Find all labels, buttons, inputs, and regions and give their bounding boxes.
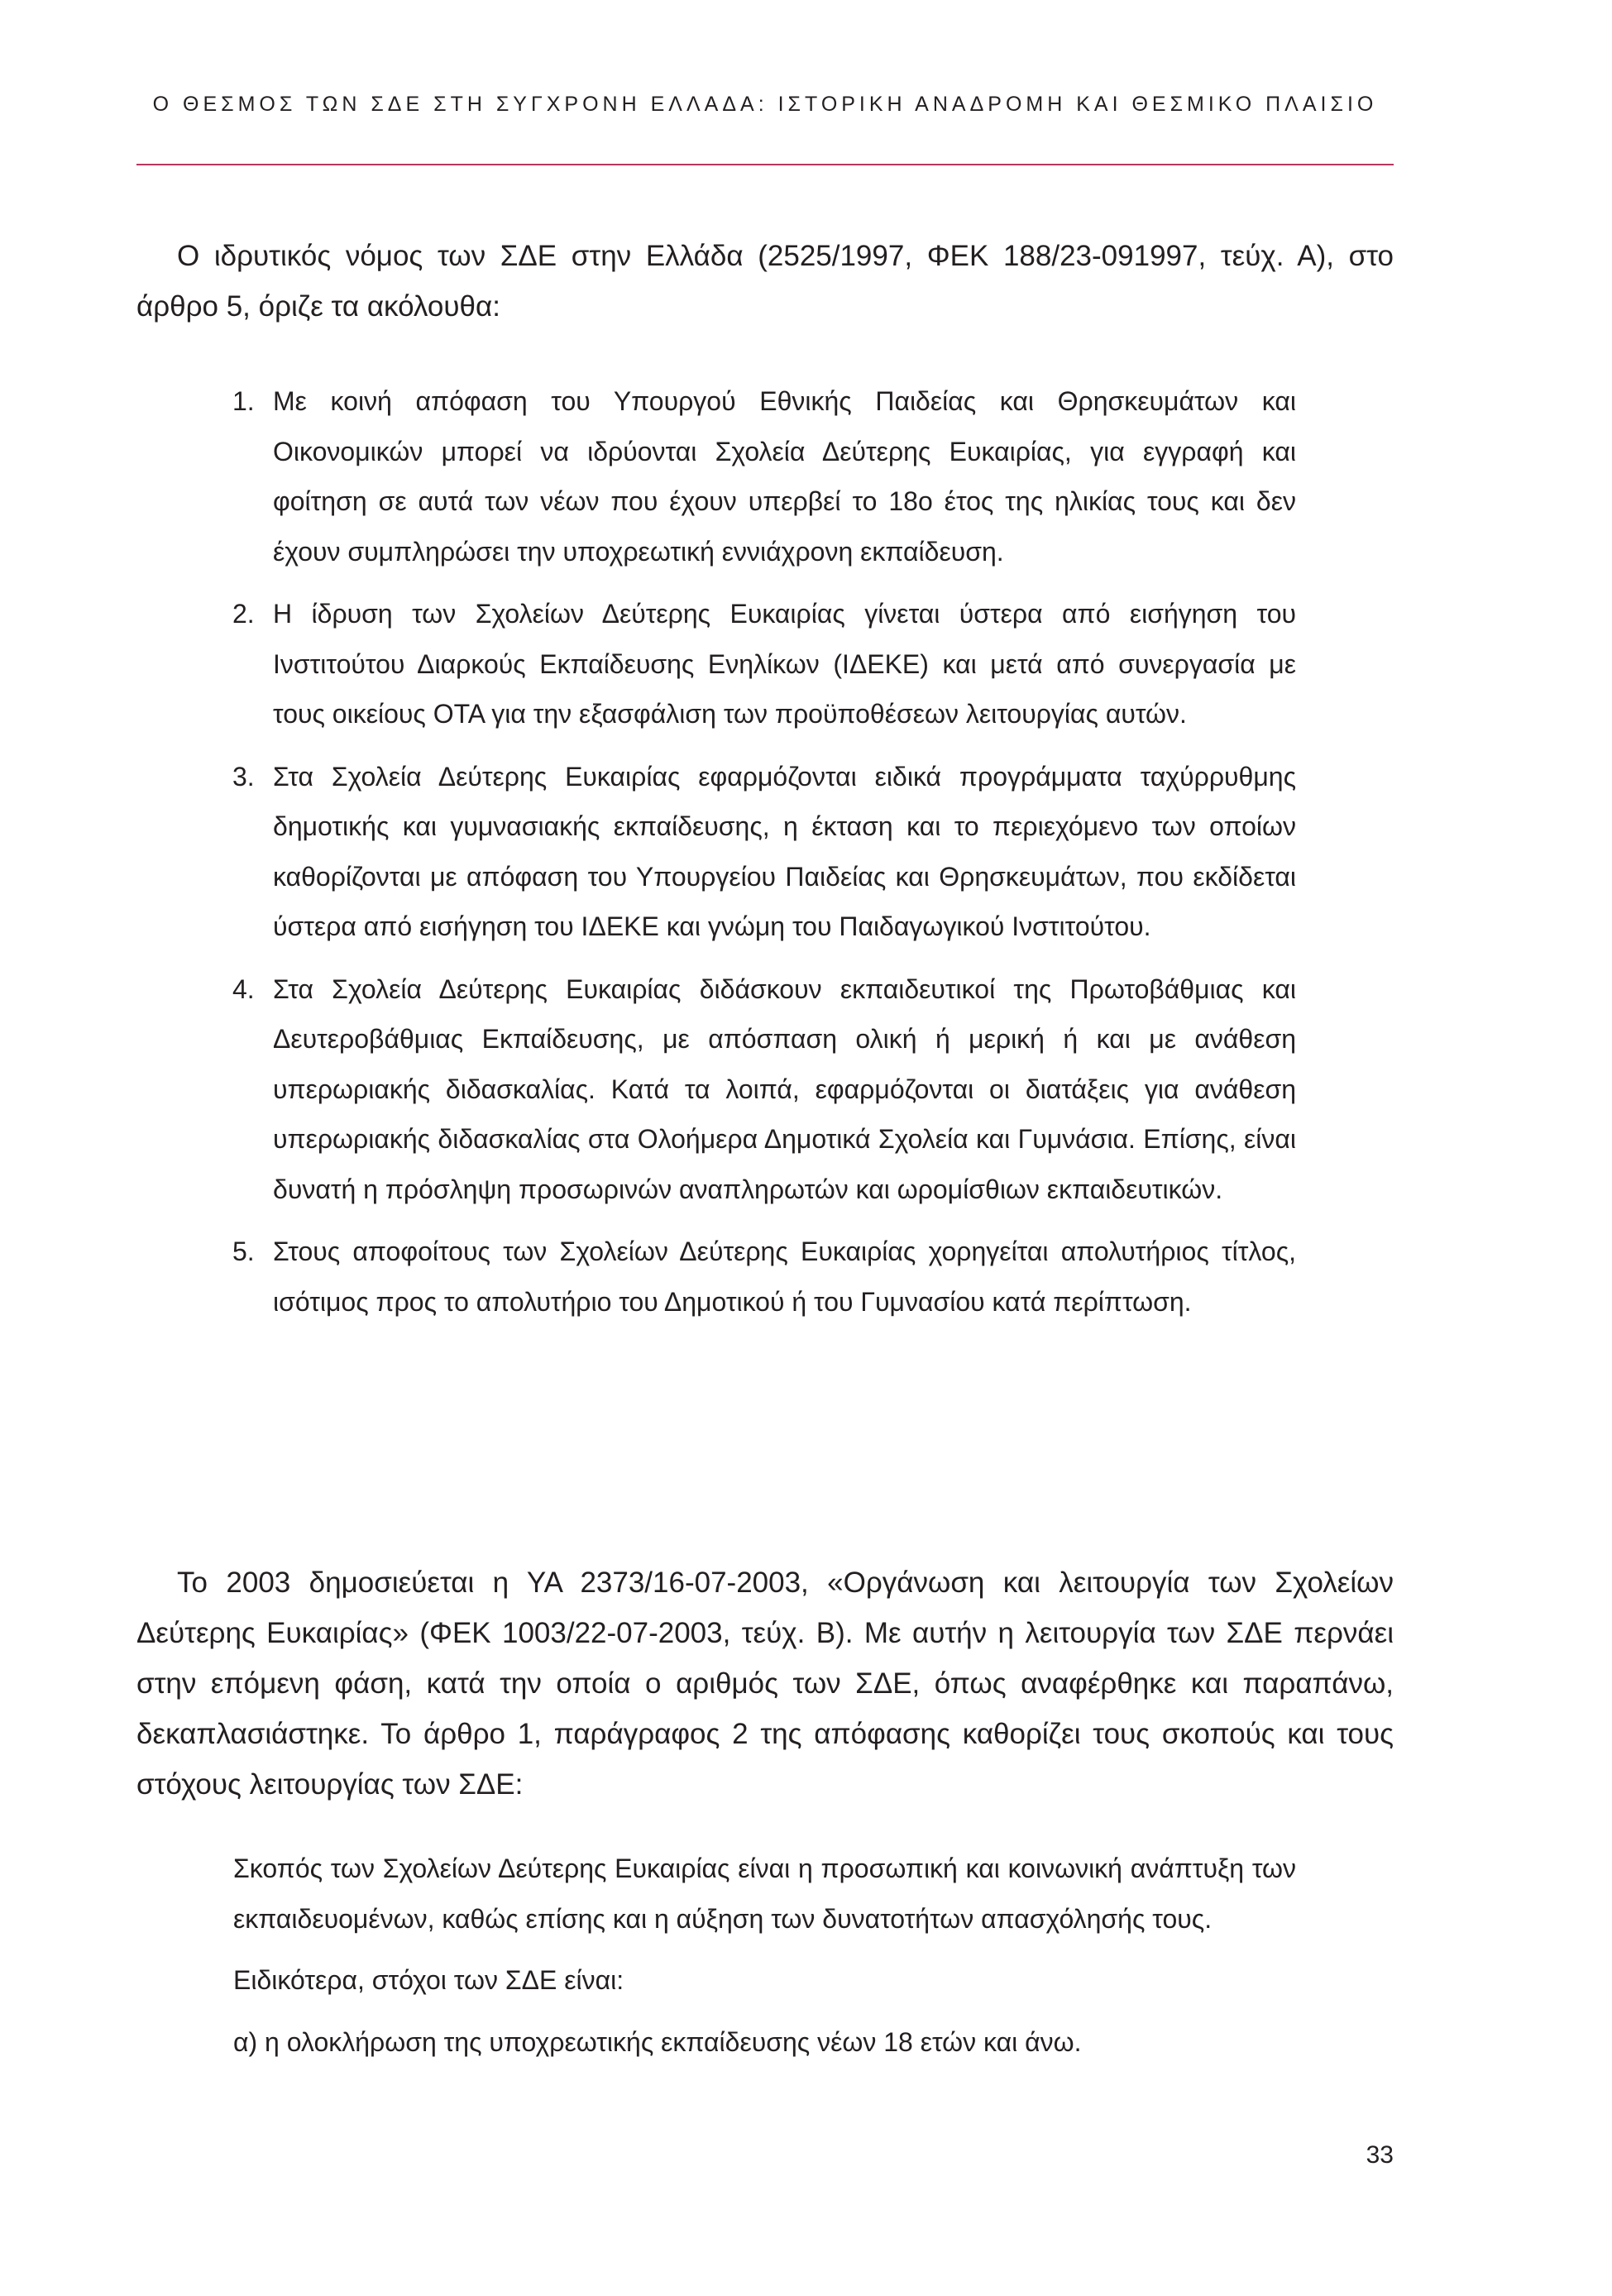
second-paragraph: Το 2003 δημοσιεύεται η ΥΑ 2373/16-07-2003, «Οργάνωση και λειτουργία των Σχολείων Δεύτερης Ευκαιρίας» (ΦΕΚ 1003/22-07-2003, τεύχ. Β). Με αυτήν η λειτουργία των ΣΔΕ περνάει στην επόμενη φάση, κατά την οποία ο αριθμός των ΣΔΕ, όπως αναφέρθηκε και παραπάνω, δεκαπλασιάστηκε. Το άρθρο 1, παράγραφος 2 της απόφασης καθορίζει τους σκοπούς και τους στόχους λειτουργίας των ΣΔΕ:: [136, 1567, 1394, 1801]
law-item: [219, 964, 1296, 1215]
law-item: [219, 1227, 1296, 1327]
law-item: [219, 752, 1296, 952]
law-item-text: Η ίδρυση των Σχολείων Δεύτερης Ευκαιρίας γίνεται ύστερα από εισήγηση του Ινστιτούτου Διαρκούς Εκπαίδευσης Ενηλίκων (ΙΔΕΚΕ) και μετά από συνεργασία με τους οικείους ΟΤΑ για την εξασφάλιση των προϋποθέσεων λειτουργίας αυτών.: [273, 599, 1296, 729]
running-header: Ο ΘΕΣΜΟΣ ΤΩΝ ΣΔΕ ΣΤΗ ΣΥΓΧΡΟΝΗ ΕΛΛΑΔΑ: ΙΣΤΟΡΙΚΗ ΑΝΑΔΡΟΜΗ ΚΑΙ ΘΕΣΜΙΚΟ ΠΛΑΙΣΙΟ: [152, 93, 1378, 116]
page-number: 33: [1366, 2141, 1394, 2169]
law-item-number: 3.: [232, 761, 255, 792]
intro-paragraph-block: [136, 231, 1394, 332]
law-item-text: Στα Σχολεία Δεύτερης Ευκαιρίας διδάσκουν εκπαιδευτικοί της Πρωτοβάθμιας και Δευτεροβάθμιας Εκπαίδευσης, με απόσπαση ολική ή μερική ή και με ανάθεση υπερωριακής διδασκαλίας. Κατά τα λοιπά, εφαρμόζονται οι διατάξεις για ανάθεση υπερωριακής διδασκαλίας στα Ολοήμερα Δημοτικά Σχολεία και Γυμνάσια. Επίσης, είναι δυνατή η πρόσληψη προσωρινών αναπληρωτών και ωρομίσθιων εκπαιδευτικών.: [273, 973, 1296, 1204]
quote-purpose: Σκοπός των Σχολείων Δεύτερης Ευκαιρίας είναι η προσωπική και κοινωνική ανάπτυξη των εκπαιδευομένων, καθώς επίσης και η αύξηση των δυνατοτήτων απασχόλησής τους.: [233, 1854, 1296, 1934]
law-article-list: [219, 376, 1296, 1339]
quote-goal-a: α) η ολοκλήρωση της υποχρεωτικής εκπαίδευσης νέων 18 ετών και άνω.: [233, 2026, 1082, 2057]
law-item-number: 4.: [232, 973, 255, 1004]
law-item: [219, 589, 1296, 739]
law-item-text: Με κοινή απόφαση του Υπουργού Εθνικής Παιδείας και Θρησκευμάτων και Οικονομικών μπορεί να ιδρύονται Σχολεία Δεύτερης Ευκαιρίας, για εγγραφή και φοίτηση σε αυτά των νέων που έχουν υπερβεί το 18ο έτος της ηλικίας τους και δεν έχουν συμπληρώσει την υποχρεωτική εννιάχρονη εκπαίδευση.: [273, 386, 1296, 567]
second-paragraph-block: [136, 1557, 1394, 1810]
law-item-text: Στα Σχολεία Δεύτερης Ευκαιρίας εφαρμόζονται ειδικά προγράμματα ταχύρρυθμης δημοτικής και γυμνασιακής εκπαίδευσης, η έκταση και το περιεχόμενο των οποίων καθορίζονται με απόφαση του Υπουργείου Παιδείας και Θρησκευμάτων, που εκδίδεται ύστερα από εισήγηση του ΙΔΕΚΕ και γνώμη του Παιδαγωγικού Ινστιτούτου.: [273, 761, 1296, 941]
law-item-number: 5.: [232, 1236, 255, 1266]
law-item: [219, 376, 1296, 576]
quoted-decision-block: [233, 1844, 1296, 2078]
quote-goals-intro: Ειδικότερα, στόχοι των ΣΔΕ είναι:: [233, 1965, 624, 1995]
header-divider: [136, 164, 1394, 165]
law-item-number: 2.: [232, 599, 255, 629]
law-item-number: 1.: [232, 386, 255, 416]
intro-paragraph: Ο ιδρυτικός νόμος των ΣΔΕ στην Ελλάδα (2525/1997, ΦΕΚ 188/23-091997, τεύχ. Α), στο άρθρο 5, όριζε τα ακόλουθα:: [136, 240, 1394, 323]
law-item-text: Στους αποφοίτους των Σχολείων Δεύτερης Ευκαιρίας χορηγείται απολυτήριος τίτλος, ισότιμος προς το απολυτήριο του Δημοτικού ή του Γυμνασίου κατά περίπτωση.: [273, 1236, 1296, 1317]
